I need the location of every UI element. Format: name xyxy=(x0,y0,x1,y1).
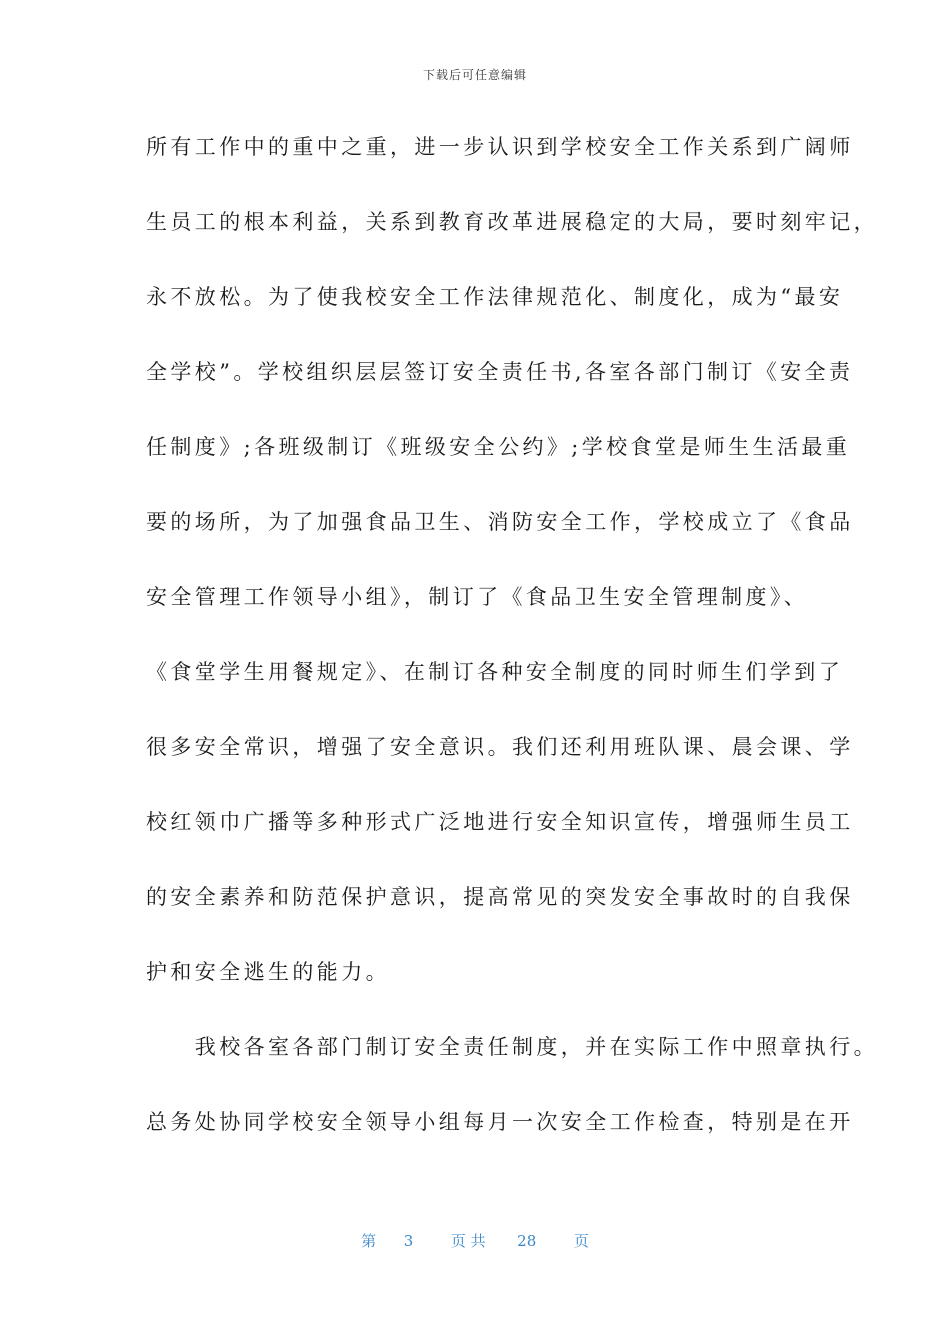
body-line-4: 全学校”。学校组织层层签订安全责任书,各室各部门制订《安全责 xyxy=(146,360,854,384)
body-line-1: 所有工作中的重中之重，进一步认识到学校安全工作关系到广阔师 xyxy=(146,135,854,159)
page-header-note: 下载后可任意编辑 xyxy=(422,68,527,82)
footer-suffix: 页 xyxy=(573,1232,589,1250)
body-line-11: 的安全素养和防范保护意识，提高常见的突发安全事故时的自我保 xyxy=(146,885,854,909)
body-line-8: 《食堂学生用餐规定》、在制订各种安全制度的同时师生们学到了 xyxy=(146,660,844,684)
body-line-3: 永不放松。为了使我校安全工作法律规范化、制度化，成为“最安 xyxy=(146,285,844,309)
body-line-2: 生员工的根本利益，关系到教育改革进展稳定的大局，要时刻牢记， xyxy=(146,210,878,234)
body-line-10: 校红领巾广播等多种形式广泛地进行安全知识宣传，增强师生员工 xyxy=(146,810,854,834)
body-line-13: 我校各室各部门制订安全责任制度，并在实际工作中照章执行。 xyxy=(146,1035,878,1059)
body-line-12: 护和安全逃生的能力。 xyxy=(146,960,390,984)
footer-total-pages: 28 xyxy=(517,1232,537,1250)
page-footer xyxy=(0,1230,950,1251)
body-line-14: 总务处协同学校安全领导小组每月一次安全工作检查，特别是在开 xyxy=(146,1110,854,1134)
footer-middle: 页 共 xyxy=(450,1232,486,1250)
body-line-5: 任制度》;各班级制订《班级安全公约》;学校食堂是师生生活最重 xyxy=(146,435,851,459)
footer-prefix: 第 xyxy=(361,1232,377,1250)
body-line-7: 安全管理工作领导小组》，制订了《食品卫生安全管理制度》、 xyxy=(146,585,809,609)
footer-page-number: 3 xyxy=(403,1232,414,1250)
body-line-6: 要的场所，为了加强食品卫生、消防安全工作，学校成立了《食品 xyxy=(146,510,854,534)
body-line-9: 很多安全常识，增强了安全意识。我们还利用班队课、晨会课、学 xyxy=(146,735,854,759)
